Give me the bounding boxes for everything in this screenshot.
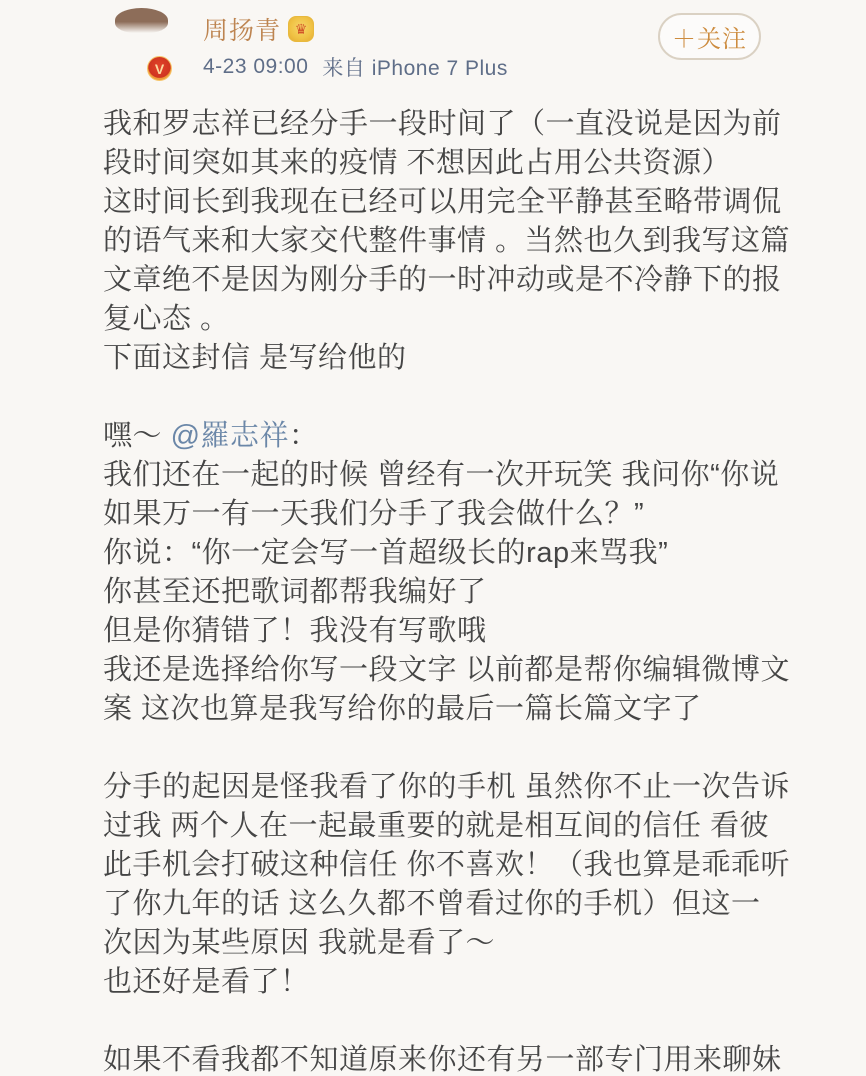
post-line: 也还好是看了！ (103, 966, 310, 998)
crown-glyph: ♛ (294, 21, 308, 37)
post-line: 复心态 。 (103, 303, 230, 335)
mention-line (103, 417, 773, 456)
timestamp: 4-23 09:00 (203, 55, 309, 78)
post-line: 如果万一有一天我们分手了我会做什么？” (103, 498, 645, 530)
post-meta (203, 52, 508, 82)
post-line: 的语气来和大家交代整件事情 。当然也久到我写这篇 (103, 225, 791, 257)
post-line: 分手的起因是怪我看了你的手机 虽然你不止一次告诉 (103, 771, 791, 803)
post-header (0, 0, 866, 100)
post-line: 但是你猜错了！我没有写歌哦 (103, 615, 487, 647)
username[interactable]: 周扬青 (203, 17, 282, 45)
post-line: 你甚至还把歌词都帮我编好了 (103, 576, 487, 608)
post-line: 了你九年的话 这么久都不曾看过你的手机）但这一 (103, 888, 761, 920)
membership-crown-icon (288, 16, 314, 42)
post-line: 次因为某些原因 我就是看了～ (103, 927, 496, 959)
post-paragraph-4 (103, 1041, 782, 1076)
post-line: 如果不看我都不知道原来你还有另一部专门用来聊妹 (103, 1044, 782, 1076)
post-line: 段时间突如其来的疫情 不想因此占用公共资源） (103, 147, 732, 179)
post-line: 过我 两个人在一起最重要的就是相互间的信任 看彼 (103, 810, 770, 842)
post-source[interactable]: 来自 iPhone 7 Plus (322, 57, 508, 80)
post-line: 我和罗志祥已经分手一段时间了（一直没说是因为前 (103, 108, 782, 140)
username-row (203, 11, 314, 47)
post-line: 文章绝不是因为刚分手的一时冲动或是不冷静下的报 (103, 264, 782, 296)
post-paragraph-3 (103, 768, 791, 1002)
post-line: 我还是选择给你写一段文字 以前都是帮你编辑微博文 (103, 654, 791, 686)
post-line: 此手机会打破这种信任 你不喜欢！（我也算是乖乖听 (103, 849, 791, 881)
post-body (103, 105, 791, 1076)
verified-letter: V (154, 60, 165, 77)
mention-suffix: ： (289, 420, 319, 452)
verified-v-icon (147, 56, 172, 81)
post-line: 下面这封信 是写给他的 (103, 342, 407, 374)
post-line: 我们还在一起的时候 曾经有一次开玩笑 我问你“你说 (103, 459, 780, 491)
mention-prefix: 嘿～ (103, 420, 171, 452)
post-line: 你说：“你一定会写一首超级长的rap来骂我” (103, 537, 669, 569)
post-paragraph-2 (103, 417, 791, 729)
post-line: 案 这次也算是我写给你的最后一篇长篇文字了 (103, 693, 702, 725)
post-paragraph-1 (103, 105, 791, 378)
follow-button[interactable]: ＋关注 (658, 13, 761, 60)
avatar-image (115, 8, 168, 33)
mention-link[interactable]: @羅志祥 (170, 420, 290, 452)
post-line: 这时间长到我现在已经可以用完全平静甚至略带调侃 (103, 186, 782, 218)
